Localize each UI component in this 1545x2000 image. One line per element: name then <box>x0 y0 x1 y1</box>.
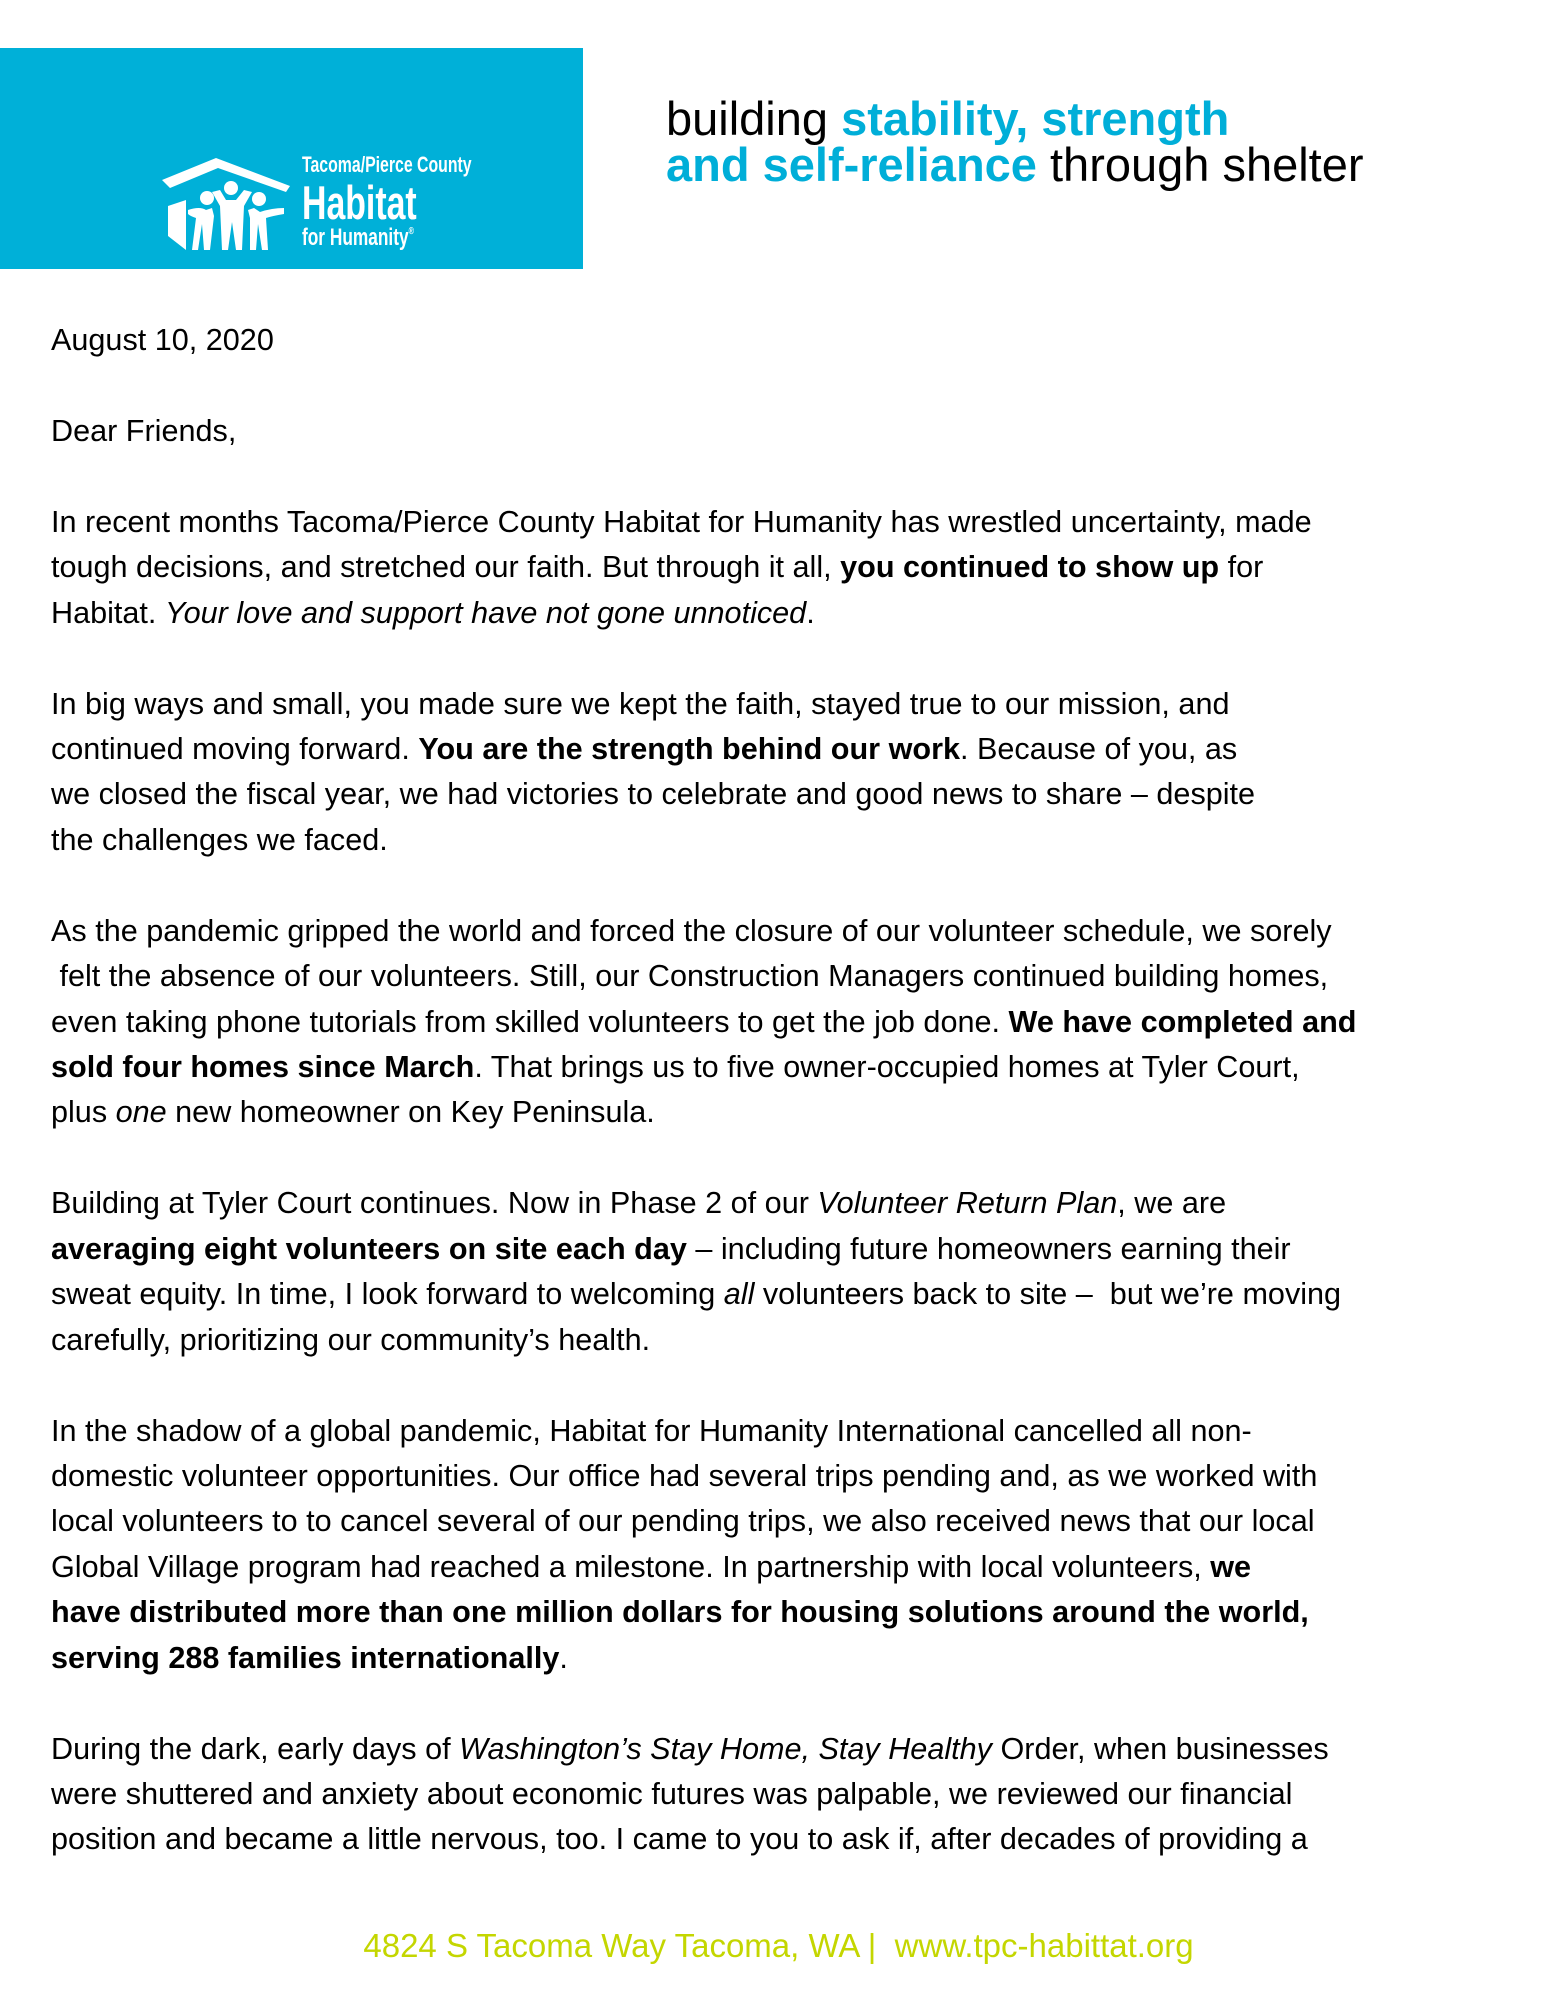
logo-banner <box>0 48 583 269</box>
emphasis-italic: Your love and support have not gone unnoticed <box>164 595 807 630</box>
tagline-highlight: and self-reliance <box>666 138 1037 191</box>
text-line <box>51 1590 1356 1635</box>
emphasis-italic: one <box>115 1095 167 1130</box>
emphasis-bold: sold four homes since March <box>51 1050 475 1084</box>
text-line: local volunteers to to cancel several of our pending trips, we also received news that our local <box>51 1504 1315 1539</box>
text-line: Global Village program had reached a milestone. In partnership with local volunteers, we <box>51 1549 1252 1584</box>
tagline <box>666 92 1364 191</box>
tagline-highlight: stability, strength <box>841 92 1230 145</box>
text-line: the challenges we faced. <box>51 822 388 857</box>
emphasis-bold: we <box>1210 1549 1252 1584</box>
emphasis-bold: you continued to show up <box>840 550 1220 585</box>
text-line: Building at Tyler Court continues. Now in Phase 2 of our Volunteer Return Plan, we are <box>51 1186 1227 1221</box>
letter-date: August 10, 2020 <box>51 323 274 357</box>
text-line: As the pandemic gripped the world and forced the closure of our volunteer schedule, we sorely <box>51 913 1332 948</box>
text-line: sold four homes since March. That brings us to five owner-occupied homes at Tyler Court, <box>51 1050 1300 1084</box>
emphasis-bold: serving 288 families internationally <box>51 1640 560 1675</box>
text-line: domestic volunteer opportunities. Our office had several trips pending and, as we worked with <box>51 1458 1318 1493</box>
emphasis-bold: averaging eight volunteers on site each day <box>51 1231 687 1266</box>
emphasis-italic: Volunteer Return Plan <box>817 1186 1118 1221</box>
paragraph-5 <box>51 1409 1356 1682</box>
logo-for-humanity <box>302 224 414 252</box>
logo-for-humanity-text: for Humanity <box>302 224 409 251</box>
emphasis-italic: Washington’s Stay Home, Stay Healthy <box>459 1731 992 1766</box>
text-line: continued moving forward. You are the strength behind our work. Because of you, as <box>51 731 1238 766</box>
text-line: we closed the fiscal year, we had victories to celebrate and good news to share – despite <box>51 777 1256 812</box>
salutation: Dear Friends, <box>51 413 237 448</box>
text-line: were shuttered and anxiety about economic futures was palpable, we reviewed our financial <box>51 1777 1293 1811</box>
text-line: even taking phone tutorials from skilled volunteers to get the job done. We have completed and <box>51 1004 1357 1039</box>
registered-mark: ® <box>408 226 414 237</box>
tagline-text: building <box>666 92 842 145</box>
text-line: serving 288 families internationally. <box>51 1640 568 1675</box>
text-line: averaging eight volunteers on site each day – including future homeowners earning their <box>51 1231 1291 1266</box>
tagline-text: through shelter <box>1036 138 1364 191</box>
tagline-line-1 <box>666 92 1364 145</box>
text-line: carefully, prioritizing our community’s health. <box>51 1322 651 1357</box>
emphasis-bold: have distributed more than one million dollars for housing solutions around the world, <box>51 1595 1309 1630</box>
text-line: In recent months Tacoma/Pierce County Habitat for Humanity has wrestled uncertainty, made <box>51 504 1312 539</box>
text-line: position and became a little nervous, too. I came to you to ask if, after decades of providing a <box>51 1822 1308 1857</box>
emphasis-bold: We have completed and <box>1008 1004 1357 1039</box>
text-line: tough decisions, and stretched our faith. But through it all, you continued to show up for <box>51 550 1264 585</box>
text-line: In the shadow of a global pandemic, Habitat for Humanity International cancelled all non- <box>51 1413 1252 1448</box>
paragraph-4 <box>51 1181 1356 1363</box>
emphasis-bold: You are the strength behind our work <box>418 731 960 766</box>
paragraph-2 <box>51 682 1356 864</box>
logo-habitat: Habitat <box>302 176 417 229</box>
paragraph-1 <box>51 500 1356 636</box>
footer-address: 4824 S Tacoma Way Tacoma, WA | www.tpc-habittat.org <box>363 1927 1194 1964</box>
text-line: plus one new homeowner on Key Peninsula. <box>51 1095 655 1130</box>
letter-body <box>51 318 1356 1863</box>
paragraph-6 <box>51 1727 1356 1863</box>
text-line: sweat equity. In time, I look forward to welcoming all volunteers back to site – but we’re moving <box>51 1277 1342 1312</box>
habitat-house-people-icon <box>160 158 292 256</box>
text-line: felt the absence of our volunteers. Still, our Construction Managers continued building homes, <box>51 959 1329 994</box>
text-line: During the dark, early days of Washington’s Stay Home, Stay Healthy Order, when businesses <box>51 1731 1329 1766</box>
tagline-line-2 <box>666 138 1364 191</box>
text-line: In big ways and small, you made sure we kept the faith, stayed true to our mission, and <box>51 686 1230 721</box>
emphasis-italic: all <box>723 1277 755 1312</box>
text-line: Habitat. Your love and support have not gone unnoticed. <box>51 595 815 630</box>
paragraph-3 <box>51 909 1356 1136</box>
logo-chapter-name: Tacoma/Pierce County <box>302 152 472 177</box>
